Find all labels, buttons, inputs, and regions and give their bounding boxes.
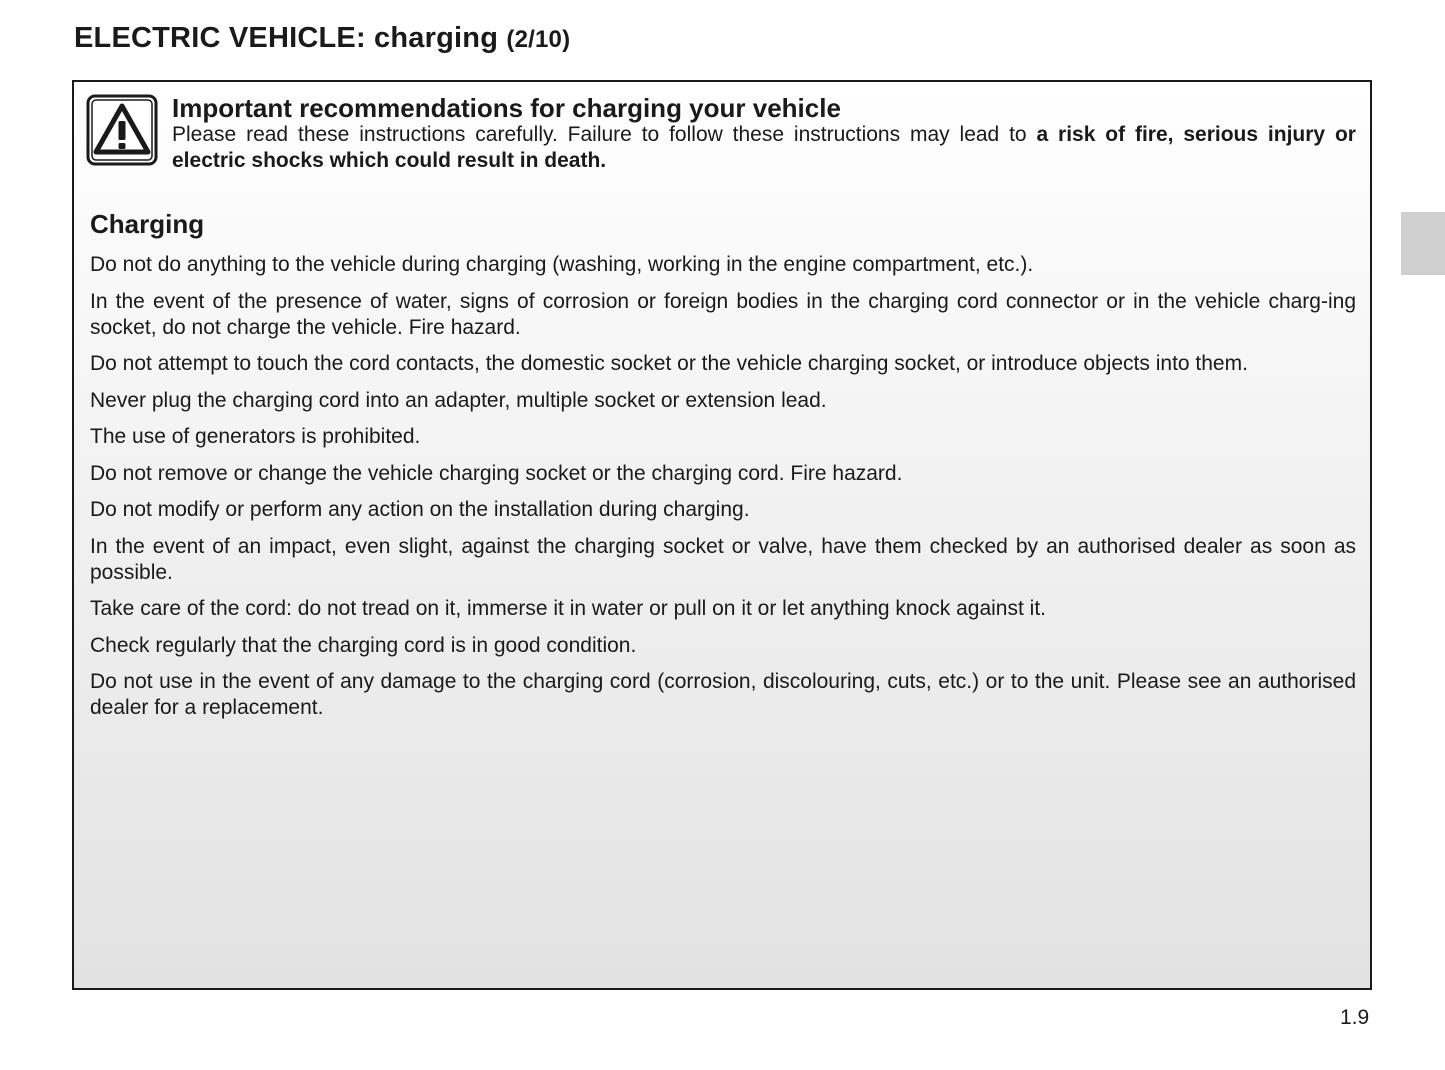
warning-box (72, 80, 1372, 990)
page-title-main: ELECTRIC VEHICLE: charging (74, 22, 499, 54)
warning-heading-block (172, 94, 1356, 174)
paragraph: Do not do anything to the vehicle during charging (washing, working in the engine compartment, etc.). (90, 253, 1034, 276)
charging-section (90, 208, 1356, 732)
paragraph: Take care of the cord: do not tread on it, immerse it in water or pull on it or let anything knock against it. (90, 597, 1046, 620)
paragraph: Do not remove or change the vehicle charging socket or the charging cord. Fire hazard. (90, 461, 903, 485)
page-title-part: (2/10) (506, 26, 571, 53)
paragraph: Do not use in the event of any damage to the charging cord (corrosion, discolouring, cuts, etc.) or to the unit. Please see an authorised dealer for a replacement. (90, 670, 1356, 719)
paragraph: In the event of an impact, even slight, against the charging socket or valve, have them checked by an authorised dealer as soon as possible. (90, 534, 1356, 584)
page-number: 1.9 (1340, 1006, 1370, 1029)
paragraph: In the event of the presence of water, signs of corrosion or foreign bodies in the charging cord connector or in the vehicle charg-ing socket, do not charge the vehicle. Fire hazard. (90, 289, 1356, 339)
warning-text-normal: Please read these instructions carefully. Failure to follow these instructions may lead to (172, 123, 1027, 146)
chapter-tab-marker (1401, 212, 1445, 275)
warning-triangle-icon (86, 94, 158, 166)
page-title (74, 22, 570, 55)
paragraph: The use of generators is prohibited. (90, 425, 421, 448)
warning-text-bold: a risk of fire, serious injury or electric shocks which could result in death. (172, 123, 1356, 172)
warning-title: Important recommendations for charging your vehicle (172, 93, 841, 123)
paragraph: Do not modify or perform any action on the installation during charging. (90, 498, 750, 521)
section-title: Charging (90, 209, 205, 239)
paragraph: Check regularly that the charging cord is in good condition. (90, 633, 637, 657)
paragraph: Do not attempt to touch the cord contacts, the domestic socket or the vehicle charging socket, or introduce objects into them. (90, 352, 1248, 375)
warning-text (172, 122, 1356, 174)
paragraph: Never plug the charging cord into an adapter, multiple socket or extension lead. (90, 388, 827, 412)
